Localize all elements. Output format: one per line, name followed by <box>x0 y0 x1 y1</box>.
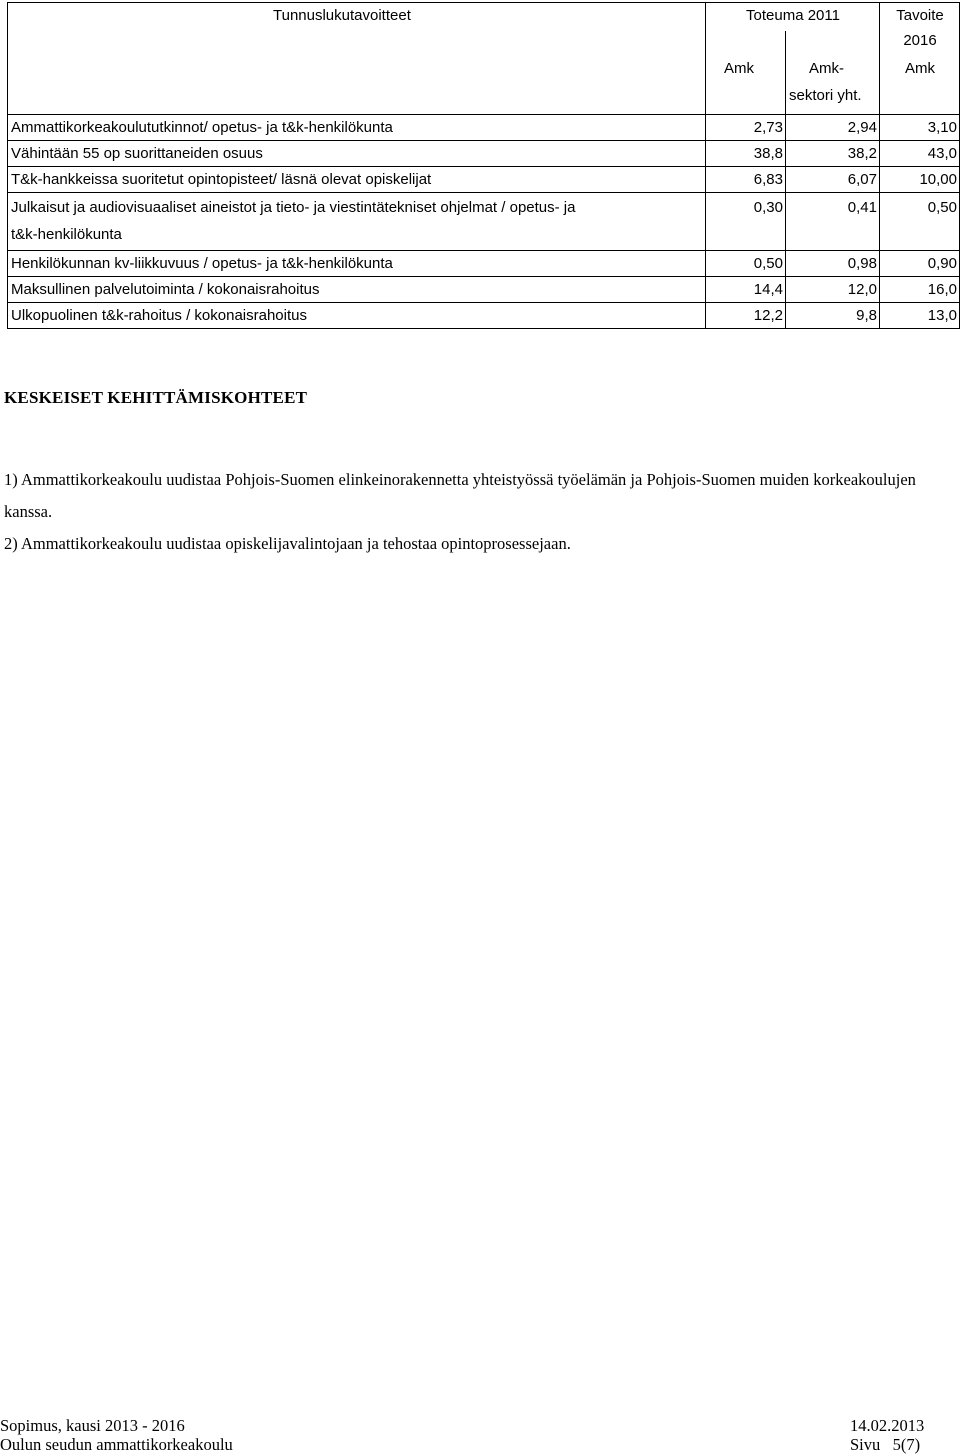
row-sector-value: 38,2 <box>786 141 880 167</box>
footer-line-2 <box>0 1435 960 1455</box>
header-target-amk: Amk <box>880 55 960 115</box>
row-target-value: 13,0 <box>880 303 960 329</box>
row-label: Ulkopuolinen t&k-rahoitus / kokonaisrahoitus <box>8 303 706 329</box>
footer-institution: Oulun seudun ammattikorkeakoulu <box>0 1435 233 1454</box>
header-sector-total: Amk- sektori yht. <box>786 55 880 115</box>
footer-contract: Sopimus, kausi 2013 - 2016 <box>0 1416 185 1435</box>
focus-item-1: 1) Ammattikorkeakoulu uudistaa Pohjois-Suomen elinkeinorakennetta yhteistyössä työelämän ja Pohjois-Suomen muiden korkeakoulujen kanssa. <box>4 470 916 521</box>
row-amk-value: 14,4 <box>706 277 786 303</box>
row-amk-value: 0,30 <box>706 193 786 251</box>
row-sector-value: 6,07 <box>786 167 880 193</box>
header-target-line1: Tavoite <box>880 3 960 31</box>
header-blank <box>786 31 880 55</box>
row-target-value: 43,0 <box>880 141 960 167</box>
row-sector-value: 9,8 <box>786 303 880 329</box>
row-amk-value: 38,8 <box>706 141 786 167</box>
row-target-value: 0,50 <box>880 193 960 251</box>
row-label: Henkilökunnan kv-liikkuvuus / opetus- ja t&k-henkilökunta <box>8 251 706 277</box>
row-target-value: 10,00 <box>880 167 960 193</box>
row-target-value: 3,10 <box>880 115 960 141</box>
footer-line-1 <box>0 1416 960 1436</box>
row-target-value: 16,0 <box>880 277 960 303</box>
header-amk: Amk <box>706 55 786 115</box>
section-heading: KESKEISET KEHITTÄMISKOHTEET <box>4 388 308 407</box>
header-actual-2011: Toteuma 2011 <box>706 3 880 31</box>
row-amk-value: 0,50 <box>706 251 786 277</box>
row-label: Ammattikorkeakoulututkinnot/ opetus- ja t&k-henkilökunta <box>8 115 706 141</box>
row-label: Julkaisut ja audiovisuaaliset aineistot ja tieto- ja viestintätekniset ohjelmat / opetus- ja t&k-henkilökunta <box>8 193 706 251</box>
row-sector-value: 2,94 <box>786 115 880 141</box>
row-amk-value: 6,83 <box>706 167 786 193</box>
row-amk-value: 12,2 <box>706 303 786 329</box>
row-sector-value: 0,98 <box>786 251 880 277</box>
row-label: T&k-hankkeissa suoritetut opintopisteet/ läsnä olevat opiskelijat <box>8 167 706 193</box>
row-sector-value: 0,41 <box>786 193 880 251</box>
indicator-table <box>7 2 960 329</box>
header-indicator: Tunnuslukutavoitteet <box>8 3 706 115</box>
row-amk-value: 2,73 <box>706 115 786 141</box>
header-target-line2: 2016 <box>880 31 960 55</box>
row-label: Vähintään 55 op suorittaneiden osuus <box>8 141 706 167</box>
row-sector-value: 12,0 <box>786 277 880 303</box>
row-target-value: 0,90 <box>880 251 960 277</box>
focus-item-2: 2) Ammattikorkeakoulu uudistaa opiskelijavalintojaan ja tehostaa opintoprosessejaan. <box>4 534 571 553</box>
header-blank <box>706 31 786 55</box>
footer-date: 14.02.2013 <box>850 1416 925 1435</box>
row-label: Maksullinen palvelutoiminta / kokonaisrahoitus <box>8 277 706 303</box>
footer-page-number: Sivu 5(7) <box>850 1435 921 1454</box>
